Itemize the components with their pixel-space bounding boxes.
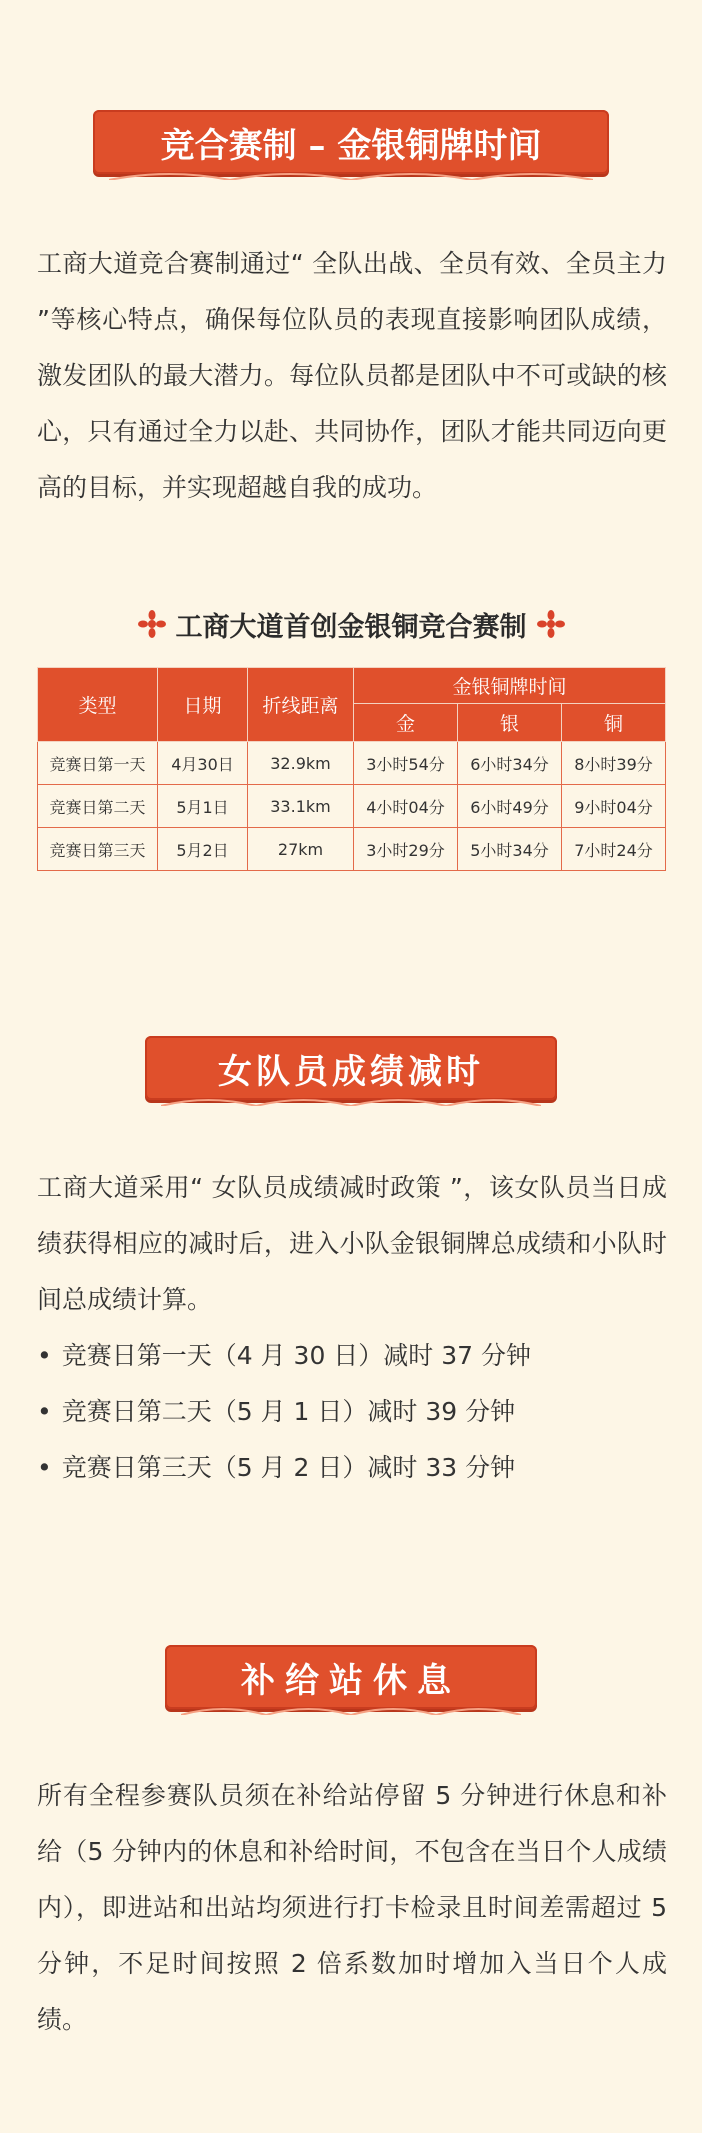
cell-distance: 33.1km xyxy=(248,785,354,828)
cell-date: 5月1日 xyxy=(158,785,248,828)
section-title-banner xyxy=(93,110,609,174)
flower-icon xyxy=(138,610,166,638)
time-reduction-list xyxy=(37,1328,667,1496)
flower-icon xyxy=(537,610,565,638)
table-row xyxy=(38,828,666,871)
cell-silver: 5小时34分 xyxy=(458,828,562,871)
section-title: 女队员成绩减时 xyxy=(218,1051,484,1092)
cell-gold: 3小时29分 xyxy=(354,828,458,871)
cell-bronze: 7小时24分 xyxy=(562,828,666,871)
section-title-banner xyxy=(145,1036,557,1100)
cell-type: 竞赛日第二天 xyxy=(38,785,158,828)
header-bronze: 铜 xyxy=(562,704,666,742)
table-title xyxy=(0,602,702,646)
header-type: 类型 xyxy=(38,668,158,742)
cell-silver: 6小时49分 xyxy=(458,785,562,828)
cell-silver: 6小时34分 xyxy=(458,742,562,785)
table-row xyxy=(38,785,666,828)
cell-gold: 3小时54分 xyxy=(354,742,458,785)
header-medal-time: 金银铜牌时间 xyxy=(354,668,666,704)
medal-time-table xyxy=(37,667,666,871)
cell-bronze: 8小时39分 xyxy=(562,742,666,785)
banner-wave-decoration xyxy=(109,168,593,180)
section-title: 补给站休息 xyxy=(241,1660,461,1701)
section-title: 竞合赛制 – 金银铜牌时间 xyxy=(160,125,542,166)
header-distance: 折线距离 xyxy=(248,668,354,742)
cell-date: 4月30日 xyxy=(158,742,248,785)
table-title-text: 工商大道首创金银铜竞合赛制 xyxy=(175,611,527,643)
list-item: • 竞赛日第二天（5 月 1 日）减时 39 分钟 xyxy=(37,1384,667,1440)
cell-type: 竞赛日第三天 xyxy=(38,828,158,871)
cell-type: 竞赛日第一天 xyxy=(38,742,158,785)
list-item: • 竞赛日第一天（4 月 30 日）减时 37 分钟 xyxy=(37,1328,667,1384)
cell-date: 5月2日 xyxy=(158,828,248,871)
supply-station-paragraph: 所有全程参赛队员须在补给站停留 5 分钟进行休息和补给（5 分钟内的休息和补给时间，不包含在当日个人成绩内），即进站和出站均须进行打卡检录且时间差需超过 5 分钟，不足时间按照 2 倍系数加时增加入当日个人成绩。 xyxy=(37,1781,667,2034)
cell-bronze: 9小时04分 xyxy=(562,785,666,828)
section-title-banner xyxy=(165,1645,537,1709)
banner-wave-decoration xyxy=(161,1094,541,1106)
cell-gold: 4小时04分 xyxy=(354,785,458,828)
header-date: 日期 xyxy=(158,668,248,742)
cell-distance: 27km xyxy=(248,828,354,871)
competition-intro-paragraph: 工商大道竞合赛制通过“ 全队出战、全员有效、全员主力 ”等核心特点，确保每位队员的表现直接影响团队成绩，激发团队的最大潜力。每位队员都是团队中不可或缺的核心，只有通过全力以赴、共同协作，团队才能共同迈向更高的目标，并实现超越自我的成功。 xyxy=(37,249,667,502)
header-gold: 金 xyxy=(354,704,458,742)
cell-distance: 32.9km xyxy=(248,742,354,785)
table-row xyxy=(38,742,666,785)
header-silver: 银 xyxy=(458,704,562,742)
female-time-reduction-paragraph: 工商大道采用“ 女队员成绩减时政策 ”，该女队员当日成绩获得相应的减时后，进入小队金银铜牌总成绩和小队时间总成绩计算。 xyxy=(37,1173,667,1314)
list-item: • 竞赛日第三天（5 月 2 日）减时 33 分钟 xyxy=(37,1440,667,1496)
banner-wave-decoration xyxy=(181,1703,521,1715)
